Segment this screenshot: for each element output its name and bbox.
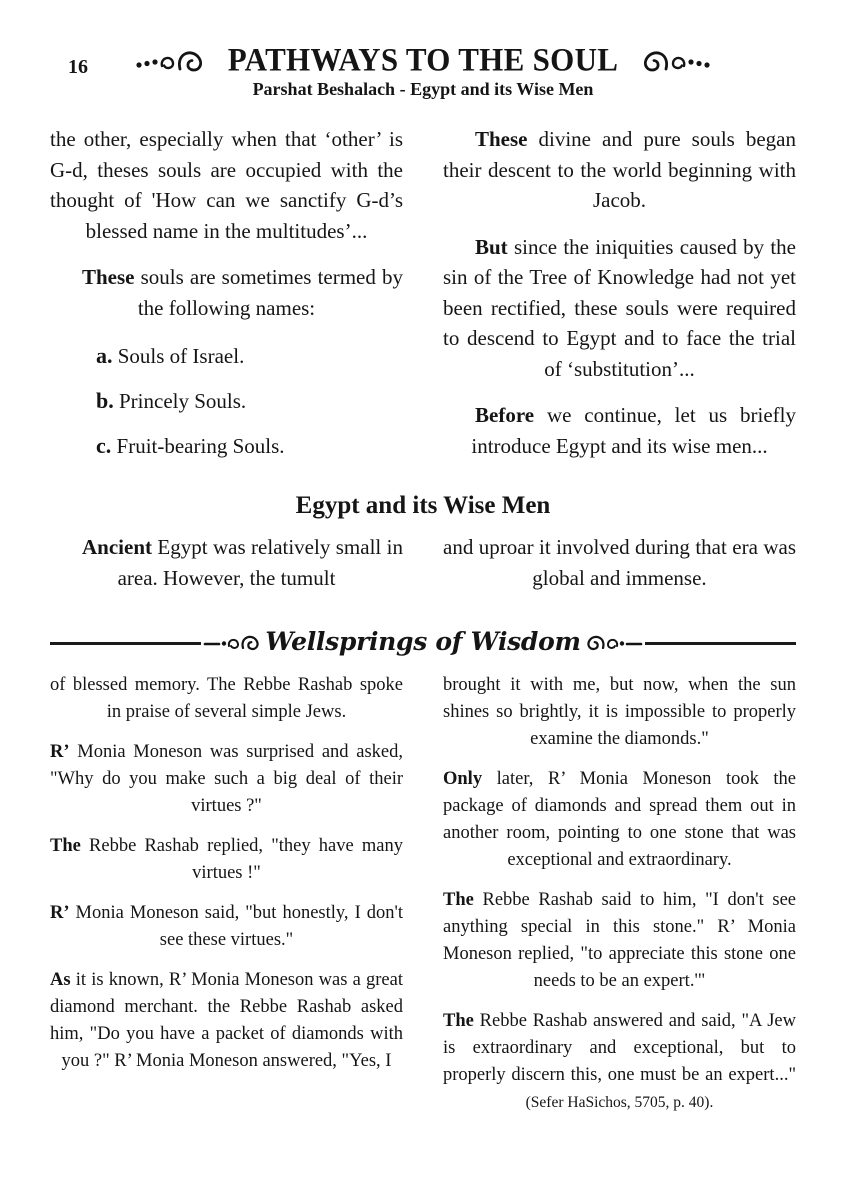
- paragraph-lead: Only: [443, 769, 483, 789]
- paragraph: [443, 672, 796, 753]
- divider-flourish-left-icon: [203, 633, 259, 655]
- top-columns: [50, 124, 796, 478]
- paragraph: [443, 232, 796, 385]
- paragraph-lead: These: [82, 265, 135, 289]
- list-item: [96, 343, 403, 369]
- list-marker: b.: [96, 388, 114, 413]
- paragraph: [50, 532, 403, 593]
- section-columns: [50, 532, 796, 609]
- section-left-column: [50, 532, 403, 609]
- section-heading: Egypt and its Wise Men: [295, 492, 551, 519]
- paragraph-lead: R’: [50, 903, 70, 923]
- paragraph: [50, 262, 403, 323]
- list-marker: c.: [96, 433, 112, 458]
- list-item: [96, 433, 403, 459]
- list-text: Princely Souls.: [113, 389, 247, 413]
- paragraph-lead: These: [475, 127, 528, 151]
- paragraph-text: of blessed memory. The Rebbe Rashab spoke in praise of several simple Jews.: [50, 675, 403, 722]
- paragraph-text: Rebbe Rashab answered and said, "A Jew is extraordinary and exceptional, but to properly discern this, one must be an expert...": [443, 1011, 796, 1085]
- flourish-right-icon: [626, 45, 712, 75]
- flourish-left-icon: [134, 45, 220, 75]
- soul-names-list: [96, 343, 403, 459]
- paragraph: [443, 532, 796, 593]
- page-number: 16: [68, 56, 88, 78]
- title-row: [50, 42, 796, 78]
- paragraph-text: Egypt was relatively small in area. However, the tumult: [117, 535, 403, 590]
- paragraph: [443, 400, 796, 461]
- divider-flourish-right-icon: [587, 633, 643, 655]
- paragraph: [50, 739, 403, 820]
- paragraph-lead: As: [50, 970, 71, 990]
- paragraph-lead: The: [443, 1011, 474, 1031]
- paragraph-text: it is known, R’ Monia Moneson was a great diamond merchant. the Rebbe Rashab asked him, "Do you have a packet of diamonds with you ?" R’ Monia Moneson answered, "Yes, I: [50, 970, 403, 1071]
- wellsprings-title: Wellsprings of Wisdom: [265, 627, 581, 656]
- paragraph: [50, 672, 403, 726]
- list-item: [96, 388, 403, 414]
- page-header: [50, 42, 796, 100]
- paragraph-lead: The: [50, 836, 81, 856]
- paragraph-lead: Before: [475, 403, 535, 427]
- source-citation: (Sefer HaSichos, 5705, p. 40).: [525, 1094, 714, 1111]
- paragraph-text: souls are sometimes termed by the following names:: [134, 265, 403, 320]
- paragraph-text: Rebbe Rashab replied, "they have many virtues !": [80, 836, 403, 883]
- paragraph: [50, 124, 403, 246]
- top-right-column: [443, 124, 796, 478]
- paragraph-lead: But: [475, 234, 508, 259]
- paragraph-lead: The: [443, 890, 474, 910]
- paragraph: [50, 900, 403, 954]
- paragraph: [50, 833, 403, 887]
- list-text: Fruit-bearing Souls.: [111, 434, 285, 458]
- list-text: Souls of Israel.: [112, 344, 245, 368]
- list-marker: a.: [96, 343, 113, 368]
- paragraph-text: since the iniquities caused by the sin of the Tree of Knowledge had not yet been rectified, these souls were required to descend to Egypt and to face the trial of ‘substitution’...: [443, 234, 796, 381]
- top-left-column: [50, 124, 403, 478]
- paragraph-text: later, R’ Monia Moneson took the package of diamonds and spread them out in another room, pointing to one stone that was exceptional and extraordinary.: [443, 769, 796, 870]
- paragraph-lead: Ancient: [82, 535, 152, 559]
- paragraph-lead: R’: [50, 742, 70, 762]
- paragraph: [443, 1008, 796, 1116]
- paragraph-text: and uproar it involved during that era was global and immense.: [443, 535, 796, 590]
- story-columns: [50, 672, 796, 1129]
- paragraph: [443, 766, 796, 874]
- paragraph-text: brought it with me, but now, when the sun shines so brightly, it is impossible to properly examine the diamonds.": [443, 675, 796, 749]
- divider-rule-right: [645, 642, 796, 645]
- page-subtitle: Parshat Beshalach - Egypt and its Wise Men: [252, 79, 594, 99]
- paragraph-text: divine and pure souls began their descent to the world beginning with Jacob.: [443, 127, 796, 212]
- story-right-column: [443, 672, 796, 1129]
- divider-rule-left: [50, 642, 201, 645]
- paragraph: [443, 124, 796, 216]
- story-left-column: [50, 672, 403, 1129]
- wellsprings-divider: [50, 629, 796, 658]
- book-title: PATHWAYS TO THE SOUL: [227, 40, 619, 79]
- paragraph-text: Rebbe Rashab said to him, "I don't see anything special in this stone." R’ Monia Moneson replied, "to appreciate this stone one needs to be an expert.'": [443, 890, 796, 991]
- paragraph-text: we continue, let us briefly introduce Egypt and its wise men...: [471, 403, 796, 458]
- paragraph: [443, 887, 796, 995]
- section-right-column: [443, 532, 796, 609]
- paragraph-text: Monia Moneson was surprised and asked, "Why do you make such a big deal of their virtues ?": [50, 742, 403, 816]
- paragraph-text: the other, especially when that ‘other’ is G-d, theses souls are occupied with the thought of 'How can we sanctify G-d’s blessed name in the multitudes’...: [50, 127, 403, 243]
- paragraph: [50, 967, 403, 1075]
- paragraph-text: Monia Moneson said, "but honestly, I don't see these virtues.": [69, 903, 403, 950]
